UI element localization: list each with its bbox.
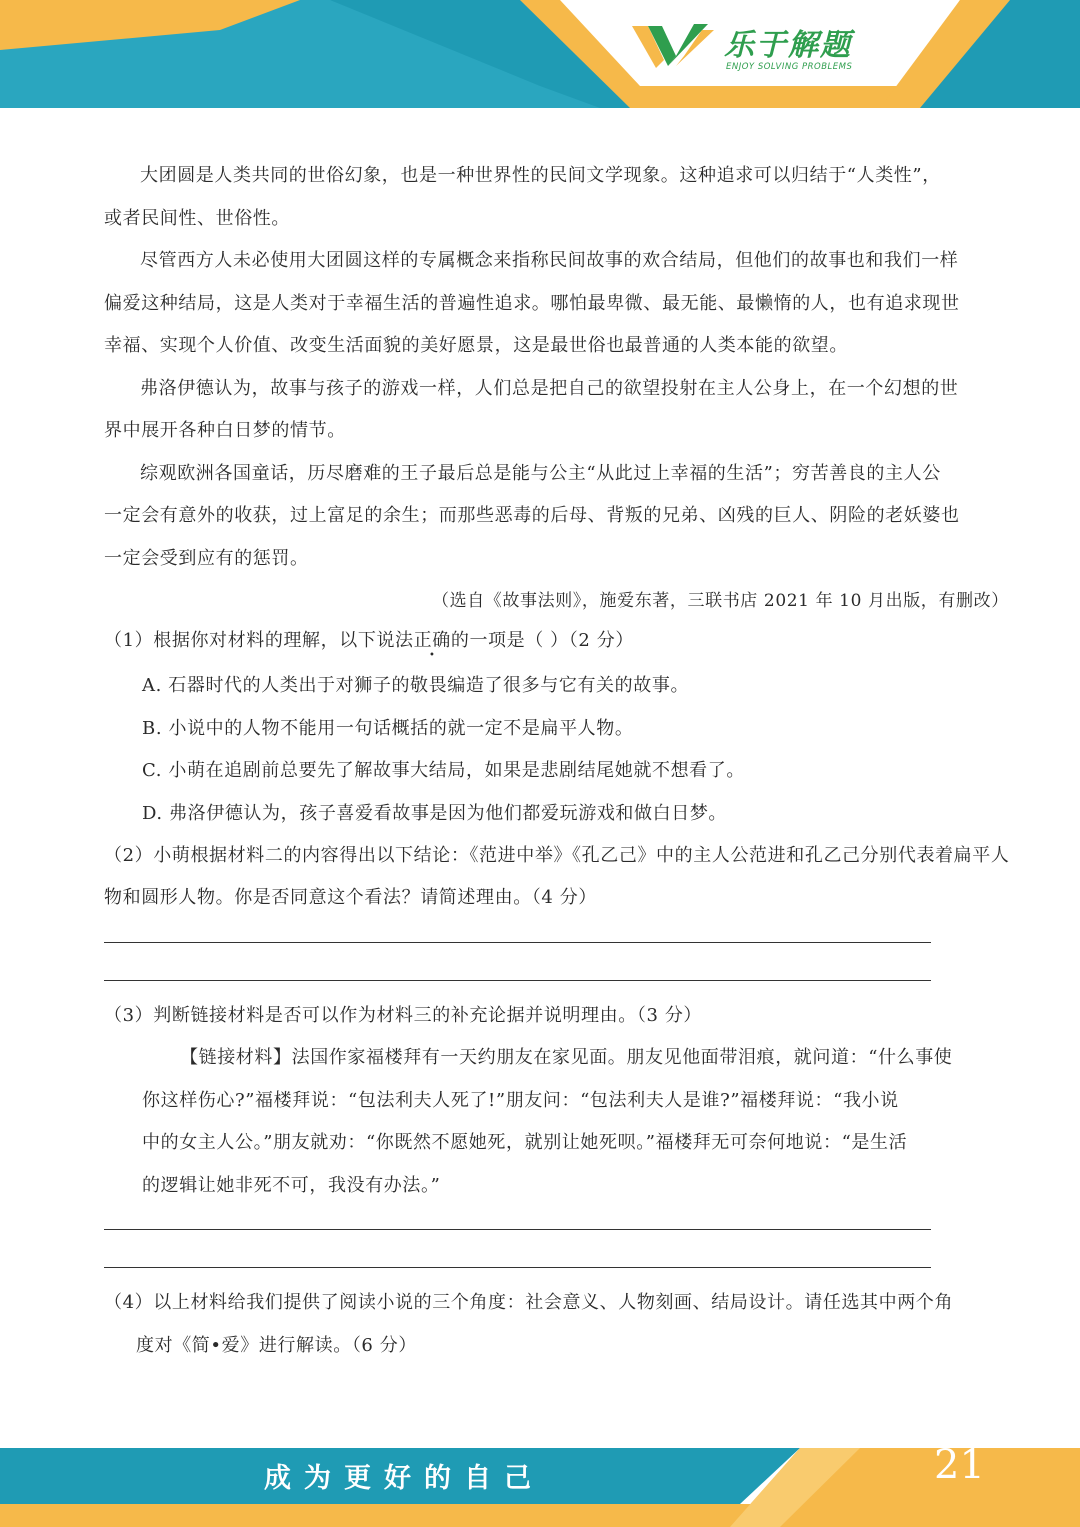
link-material-line: 中的女主人公。”朋友就劝：“你既然不愿她死，就别让她死呗。”福楼拜无可奈何地说：“是生活	[142, 1132, 908, 1153]
page-number: 21	[934, 1442, 985, 1488]
paragraph-line: 综观欧洲各国童话，历尽磨难的王子最后总是能与公主“从此过上幸福的生活”；穷苦善良的主人公	[140, 463, 941, 484]
question-1-stem-before: （1）根据你对材料的理解，以下说法	[104, 630, 414, 651]
paragraph-line: 弗洛伊德认为，故事与孩子的游戏一样，人们总是把自己的欲望投射在主人公身上，在一个幻想的世	[140, 378, 959, 399]
logo-mark-icon	[632, 20, 716, 70]
question-3-stem: （3）判断链接材料是否可以作为材料三的补充论据并说明理由。（3 分）	[104, 1005, 703, 1026]
paragraph-line: 一定会受到应有的惩罚。	[104, 548, 309, 569]
option-c: C. 小萌在追剧前总要先了解故事大结局，如果是悲剧结尾她就不想看了。	[142, 760, 745, 781]
paragraph-line: 偏爱这种结局，这是人类对于幸福生活的普遍性追求。哪怕最卑微、最无能、最懒惰的人，也有追求现世	[104, 293, 960, 314]
paragraph-line: 幸福、实现个人价值、改变生活面貌的美好愿景，这是最世俗也最普通的人类本能的欲望。	[104, 335, 848, 356]
answer-line[interactable]	[104, 980, 931, 981]
link-material-line: 【链接材料】法国作家福楼拜有一天约朋友在家见面。朋友见他面带泪痕，就问道：“什么事使	[180, 1047, 953, 1068]
brand-tagline: ENJOY SOLVING PROBLEMS	[726, 62, 853, 72]
paragraph-line: 或者民间性、世俗性。	[104, 208, 290, 229]
header-banner	[0, 0, 1080, 108]
option-a: A. 石器时代的人类出于对狮子的敬畏编造了很多与它有关的故事。	[142, 675, 690, 696]
link-material-line: 你这样伤心?”福楼拜说：“包法利夫人死了!”朋友问：“包法利夫人是谁?”福楼拜说：“我小说	[142, 1090, 899, 1111]
option-b: B. 小说中的人物不能用一句话概括的就一定不是扁平人物。	[142, 718, 634, 739]
brand-logo	[632, 20, 892, 80]
question-1-emphasis: 正确	[413, 630, 451, 651]
answer-line[interactable]	[104, 1229, 931, 1230]
page-header	[0, 0, 1080, 108]
paragraph-line: 尽管西方人未必使用大团圆这样的专属概念来指称民间故事的欢合结局，但他们的故事也和我们一样	[140, 250, 959, 271]
link-material-line: 的逻辑让她非死不可，我没有办法。”	[142, 1175, 441, 1196]
paragraph-line: 界中展开各种白日梦的情节。	[104, 420, 346, 441]
footer-slogan: 成为更好的自己	[264, 1463, 544, 1494]
question-2-line: （2）小萌根据材料二的内容得出以下结论：《范进中举》《孔乙己》中的主人公范进和孔乙己分别代表着扁平人	[104, 845, 1010, 866]
source-citation: （选自《故事法则》，施爱东著，三联书店 2021 年 10 月出版，有删改）	[432, 591, 1009, 611]
answer-line[interactable]	[104, 1267, 931, 1268]
question-4-line: （4）以上材料给我们提供了阅读小说的三个角度：社会意义、人物刻画、结局设计。请任选其中两个角	[104, 1292, 954, 1313]
option-d: D. 弗洛伊德认为，孩子喜爱看故事是因为他们都爱玩游戏和做白日梦。	[142, 803, 728, 824]
question-1-stem-after: 的一项是（ ）（2 分）	[450, 630, 634, 651]
page-footer	[0, 1442, 1080, 1527]
paragraph-line: 一定会有意外的收获，过上富足的余生；而那些恶毒的后母、背叛的兄弟、凶残的巨人、阴险的老妖婆也	[104, 505, 960, 526]
answer-line[interactable]	[104, 942, 931, 943]
question-1-stem	[104, 629, 634, 653]
brand-name: 乐于解题	[724, 28, 852, 63]
question-4-line: 度对《简•爱》进行解读。（6 分）	[136, 1335, 417, 1356]
paragraph-line: 大团圆是人类共同的世俗幻象，也是一种世界性的民间文学现象。这种追求可以归结于“人类性”，	[140, 165, 941, 186]
question-2-line: 物和圆形人物。你是否同意这个看法？请简述理由。（4 分）	[104, 887, 597, 908]
